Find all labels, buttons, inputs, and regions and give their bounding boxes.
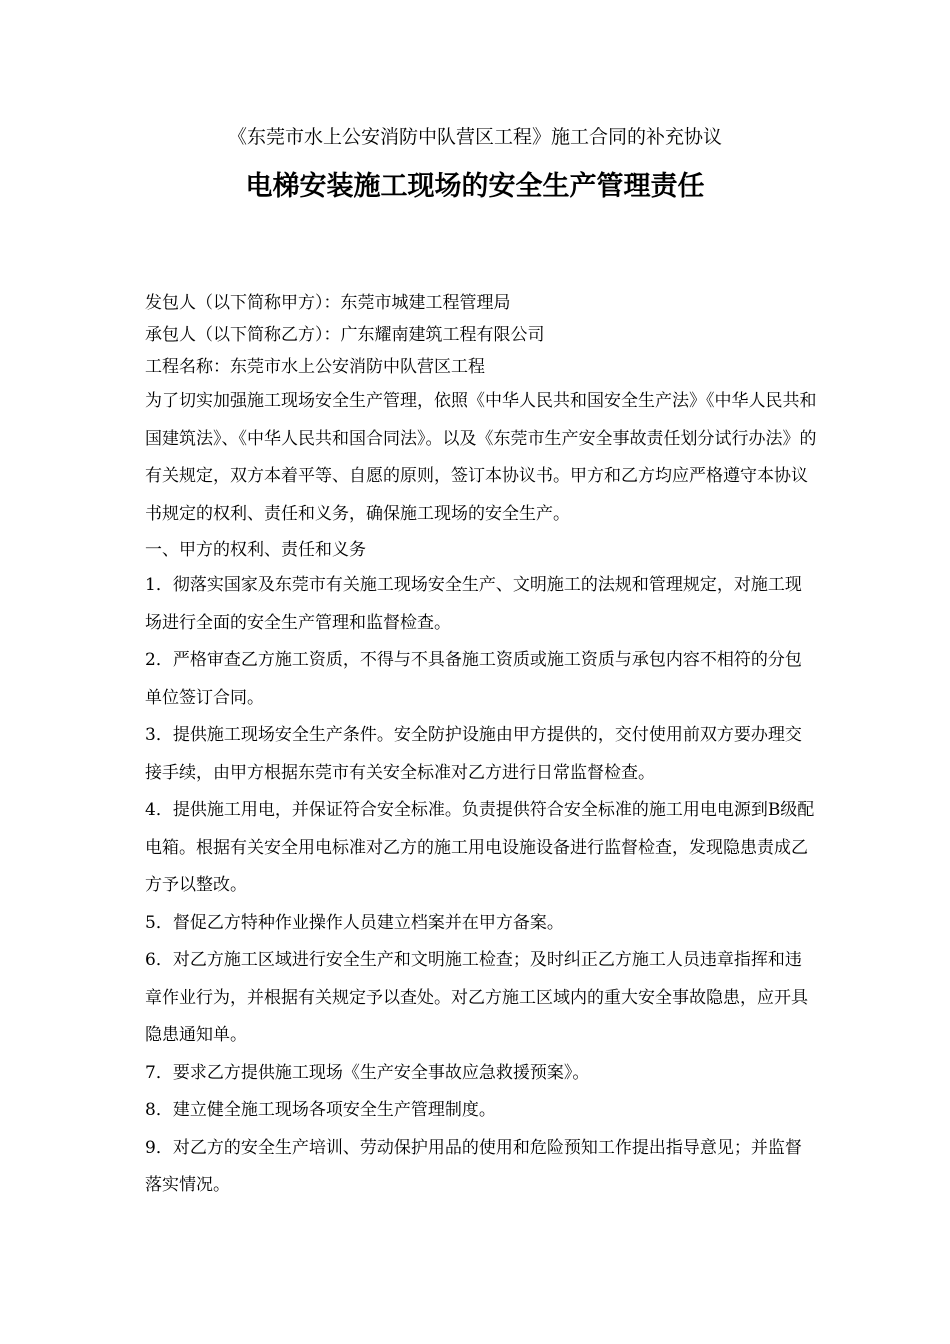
clause-8: 8．建立健全施工现场各项安全生产管理制度。 — [145, 1100, 496, 1120]
clause-5: 5．督促乙方特种作业操作人员建立档案并在甲方备案。 — [145, 912, 564, 933]
clause-3: 3．提供施工现场安全生产条件。安全防护设施由甲方提供的，交付使用前双方要办理交接手续，由甲方根据东莞市有关安全标准对乙方进行日常监督检查。 — [145, 725, 802, 783]
party-employer: 发包人（以下简称甲方）：东莞市城建工程管理局 — [145, 293, 511, 313]
clause-6: 6．对乙方施工区域进行安全生产和文明施工检查；及时纠正乙方施工人员违章指挥和违章作业行为，并根据有关规定予以查处。对乙方施工区域内的重大安全事故隐患，应开具隐患通知单。 — [145, 950, 808, 1045]
clause-2: 2．严格审查乙方施工资质，不得与不具备施工资质或施工资质与承包内容不相符的分包单位签订合同。 — [145, 650, 802, 708]
document-title: 电梯安装施工现场的安全生产管理责任 — [245, 171, 705, 202]
contract-subtitle: 《东莞市水上公安消防中队营区工程》施工合同的补充协议 — [227, 126, 722, 148]
party-contractor: 承包人（以下简称乙方）：广东耀南建筑工程有限公司 — [145, 325, 545, 345]
document-body — [145, 287, 817, 1205]
clause-1: 1．彻落实国家及东莞市有关施工现场安全生产、文明施工的法规和管理规定，对施工现场进行全面的安全生产管理和监督检查。 — [145, 575, 802, 633]
clause-4: 4．提供施工用电，并保证符合安全标准。负责提供符合安全标准的施工用电电源到B级配电箱。根据有关安全用电标准对乙方的施工用电设施设备进行监督检查，发现隐患责成乙方予以整改。 — [145, 800, 815, 895]
section-heading: 一、甲方的权利、责任和义务 — [145, 540, 366, 560]
intro-paragraph: 为了切实加强施工现场安全生产管理，依照《中华人民共和国安全生产法》《中华人民共和国建筑法》、《中华人民共和国合同法》。以及《东莞市生产安全事故责任划分试行办法》的有关规定，双方本着平等、自愿的原则，签订本协议书。甲方和乙方均应严格遵守本协议书规定的权利、责任和义务，确保施工现场的安全生产。 — [145, 391, 817, 524]
clause-9: 9．对乙方的安全生产培训、劳动保护用品的使用和危险预知工作提出指导意见；并监督落实情况。 — [145, 1137, 802, 1195]
clause-7: 7．要求乙方提供施工现场《生产安全事故应急救援预案》。 — [145, 1062, 590, 1083]
project-name: 工程名称：东莞市水上公安消防中队营区工程 — [145, 357, 485, 377]
